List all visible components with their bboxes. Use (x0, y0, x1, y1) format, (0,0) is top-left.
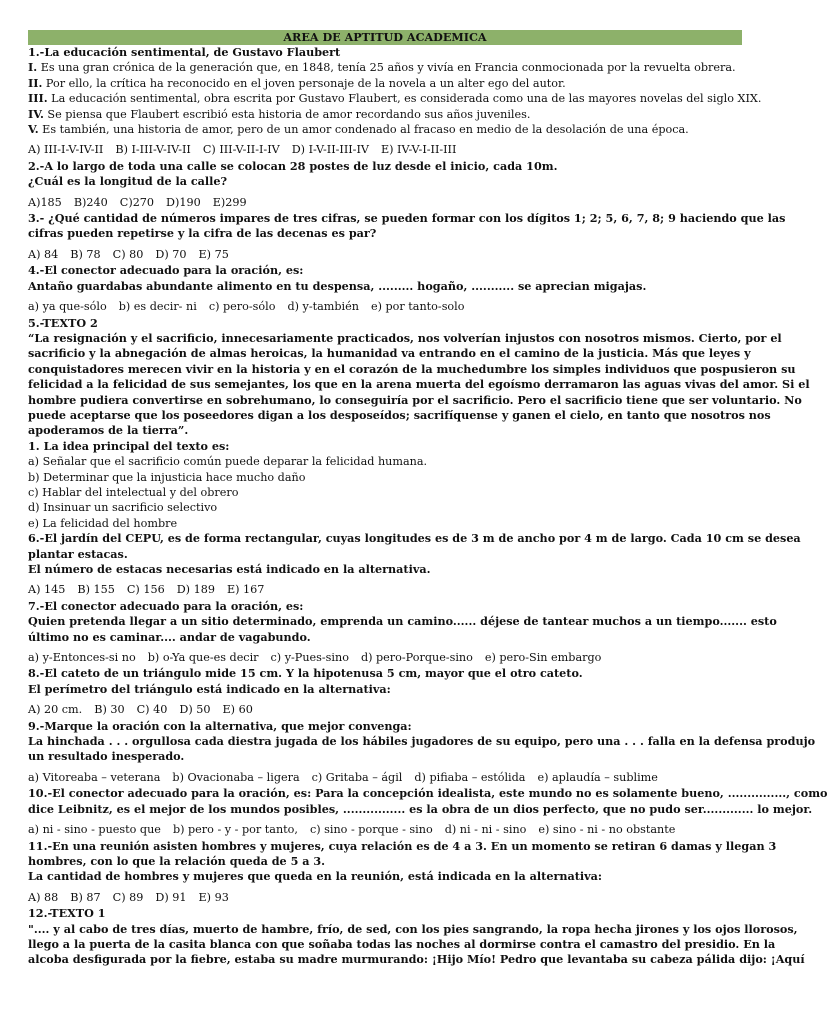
question-4-line-2: Antaño guardabas abundante alimento en tu despensa, ......... hogaño, ........... se aprecian migajas. (28, 278, 647, 293)
q4-options (28, 294, 742, 315)
option-a: A) 88 (28, 890, 59, 904)
option-c: c) y-Pues-sino (270, 651, 349, 665)
text1-line-2: llego a la puerta de la casita blanca con que soñaba todas las noches al dormirse contra el camastro del presidio. En la (28, 936, 776, 951)
q2-options (28, 190, 742, 211)
option-a: A) III-I-V-IV-II (28, 143, 104, 157)
q10-options (28, 817, 742, 838)
question-11-line-1: 11.-En una reunión asisten hombres y mujeres, cuya relación es de 4 a 3. En un momento se retiran 6 damas y llegan 3 (28, 838, 777, 853)
question-7-line-3: último no es caminar.... andar de vagabundo. (28, 629, 311, 644)
q5-option-e: e) La felicidad del hombre (28, 516, 178, 530)
option-d: D)190 (166, 195, 201, 209)
statement-text: Se piensa que Flaubert escribió esta historia de amor recordando sus años juveniles. (43, 107, 531, 121)
q1-options (28, 137, 742, 158)
q5-option-a: a) Señalar que el sacrificio común puede deparar la felicidad humana. (28, 455, 428, 469)
option-d: d) y-también (287, 300, 359, 314)
option-b: B) I-III-V-IV-II (115, 143, 191, 157)
option-d: D) 91 (155, 890, 187, 904)
question-1-title: 1.-La educación sentimental, de Gustavo Flaubert (28, 45, 341, 59)
section-header: AREA DE APTITUD ACADEMICA (28, 30, 742, 45)
question-8-line-2: El perímetro del triángulo está indicado en la alternativa: (28, 681, 391, 696)
roman-numeral: V. (28, 122, 39, 137)
option-a: a) y-Entonces-si no (28, 651, 136, 665)
option-d: D) I-V-II-III-IV (291, 143, 369, 157)
question-6-line-1: 6.-El jardín del CEPU, es de forma rectangular, cuyas longitudes es de 3 m de ancho por 4 m de largo. Cada 10 cm se desea (28, 531, 801, 546)
question-7-line-1: 7.-El conector adecuado para la oración, es: (28, 598, 304, 613)
option-c: C)270 (119, 195, 155, 209)
q1-statement-i (28, 60, 742, 75)
option-b: B)240 (73, 195, 108, 209)
question-6-line-3: El número de estacas necesarias está indicado en la alternativa. (28, 562, 431, 576)
question-3-line-2: cifras pueden repetirse y la cifra de las decenas es par? (28, 226, 377, 241)
q5-option-b: b) Determinar que la injusticia hace mucho daño (28, 470, 306, 484)
text1-line-1: ".... y al cabo de tres días, muerto de hambre, frío, de sed, con los pies sangrando, la ropa hecha jirones y los ojos llorosos, (28, 921, 798, 936)
option-a: A) 84 (28, 247, 59, 261)
option-b: B) 78 (70, 247, 101, 261)
q1-statement-iii (28, 91, 762, 106)
text2-line-3: conquistadores merecen vivir en la historia y en el corazón de la muchedumbre los simples individuos que pospusieron su (28, 361, 796, 376)
text1-line-3: alcoba desfigurada por la fiebre, estaba su madre murmurando: ¡Hijo Mío! Pedro que levantaba su cabeza pálida dijo: ¡Aquí (28, 952, 805, 967)
option-e: E) 167 (226, 583, 265, 597)
question-11-line-2: hombres, con lo que la relación queda de 5 a 3. (28, 853, 326, 868)
option-b: b) o-Ya que-es decir (147, 651, 259, 665)
question-2-line-2: ¿Cuál es la longitud de la calle? (28, 174, 228, 189)
option-d: D) 70 (155, 247, 187, 261)
question-4-line-1: 4.-El conector adecuado para la oración, es: (28, 263, 304, 278)
question-11-line-3: La cantidad de hombres y mujeres que queda en la reunión, está indicada en la alternativa: (28, 869, 603, 884)
roman-numeral: IV. (28, 106, 44, 121)
option-b: B) 87 (70, 890, 101, 904)
option-d: d) pero-Porque-sino (360, 651, 473, 665)
statement-text: Es una gran crónica de la generación que, en 1848, tenía 25 años y vivía en Francia conmocionada por la revuelta obrera. (37, 61, 736, 75)
option-b: B) 155 (77, 583, 115, 597)
q3-options (28, 242, 742, 263)
question-2-line-1: 2.-A lo largo de toda una calle se colocan 28 postes de luz desde el inicio, cada 10m. (28, 158, 558, 173)
option-b: B) 30 (94, 703, 125, 717)
option-b: b) Ovacionaba – ligera (172, 770, 300, 784)
option-e: e) por tanto-solo (370, 300, 465, 314)
q5-option-d: d) Insinuar un sacrificio selectivo (28, 501, 218, 515)
question-3-line-1: 3.- ¿Qué cantidad de números impares de tres cifras, se pueden formar con los dígitos 1; 2; 5, 6, 7, 8; 9 haciendo que las (28, 211, 786, 226)
option-a: A)185 (28, 195, 62, 209)
question-9-line-2: La hinchada . . . orgullosa cada diestra jugada de los hábiles jugadores de su equipo, pero una . . . falla en la defensa produjo (28, 734, 816, 749)
roman-numeral: I. (28, 60, 38, 75)
text2-line-6: puede aceptarse que los poseedores digan a los desposeídos; sacrifíquense y ganen el cielo, en tanto que nosotros nos (28, 407, 771, 422)
option-d: d) ni - ni - sino (444, 823, 527, 837)
option-e: E) 93 (198, 890, 229, 904)
statement-text: Es también, una historia de amor, pero de un amor condenado al fracaso en medio de la desolación de una época. (38, 123, 689, 137)
option-a: A) 20 cm. (28, 703, 83, 717)
option-a: a) ya que-sólo (28, 300, 107, 314)
question-5-sub: 1. La idea principal del texto es: (28, 438, 230, 453)
option-c: C) 80 (112, 247, 144, 261)
text2-line-2: sacrificio y la abnegación de almas heroicas, la humanidad va entrando en el camino de la justicia. Más que leyes y (28, 346, 751, 361)
q1-statement-iv (28, 107, 742, 122)
option-e: E)299 (212, 195, 247, 209)
roman-numeral: III. (28, 91, 48, 106)
option-c: C) 156 (126, 583, 165, 597)
text2-line-7: apoderamos de la tierra”. (28, 423, 189, 438)
option-c: C) 40 (136, 703, 168, 717)
text2-line-5: hombre pudiera convertirse en sobrehumano, lo conseguiría por el sacrificio. Pero el sacrificio tiene que ser voluntario. No (28, 392, 802, 407)
option-a: a) ni - sino - puesto que (28, 823, 161, 837)
option-a: a) Vitoreaba – veterana (28, 770, 161, 784)
q7-options (28, 645, 742, 666)
document-page (28, 30, 828, 968)
question-8-line-1: 8.-El cateto de un triángulo mide 15 cm. Y la hipotenusa 5 cm, mayor que el otro cateto. (28, 666, 583, 681)
text2-line-1: “La resignación y el sacrificio, innecesariamente practicados, nos volverían injustos con nosotros mismos. Cierto, por el (28, 330, 782, 345)
option-d: d) pifiaba – estólida (414, 770, 526, 784)
option-e: e) sino - ni - no obstante (538, 823, 676, 837)
option-e: e) aplaudía – sublime (537, 770, 658, 784)
q6-options (28, 577, 742, 598)
option-d: D) 189 (176, 583, 215, 597)
option-a: A) 145 (28, 583, 66, 597)
option-d: D) 50 (179, 703, 211, 717)
question-9-line-3: un resultado inesperado. (28, 749, 185, 764)
q5-option-c: c) Hablar del intelectual y del obrero (28, 485, 239, 499)
option-c: C) III-V-II-I-IV (202, 143, 280, 157)
question-12-title: 12.-TEXTO 1 (28, 906, 106, 921)
question-5-title: 5.-TEXTO 2 (28, 315, 98, 330)
option-e: E) 60 (222, 703, 253, 717)
text2-line-4: felicidad a la felicidad de sus semejantes, los que en la arena muerta del egoísmo derramaron las aguas vivas del amor. Si el (28, 377, 810, 392)
question-10-line-2: dice Leibnitz, es el mejor de los mundos posibles, ................ es la obra de un dios perfecto, que no pudo ser............. lo mejor. (28, 801, 813, 816)
q1-statement-ii (28, 76, 742, 91)
question-9-line-1: 9.-Marque la oración con la alternativa, que mejor convenga: (28, 718, 412, 733)
statement-text: Por ello, la crítica ha reconocido en el joven personaje de la novela a un alter ego del autor. (42, 76, 566, 90)
q1-statement-v (28, 122, 742, 137)
roman-numeral: II. (28, 75, 43, 90)
q9-options (28, 765, 742, 786)
option-c: C) 89 (112, 890, 144, 904)
option-b: b) pero - y - por tanto, (172, 823, 298, 837)
q11-options (28, 885, 742, 906)
option-c: c) sino - porque - sino (309, 823, 433, 837)
question-7-line-2: Quien pretenda llegar a un sitio determinado, emprenda un camino...... déjese de tantear muchos a un tiempo....... esto (28, 614, 777, 629)
option-e: e) pero-Sin embargo (484, 651, 602, 665)
option-e: E) 75 (198, 247, 229, 261)
statement-text: La educación sentimental, obra escrita por Gustavo Flaubert, es considerada como una de las mayores novelas del siglo XIX. (47, 92, 762, 106)
question-10-line-1: 10.-El conector adecuado para la oración, es: Para la concepción idealista, este mundo no es solamente bueno, ..............., como (28, 786, 828, 801)
question-6-line-2: plantar estacas. (28, 546, 128, 561)
option-b: b) es decir- ni (118, 300, 197, 314)
q8-options (28, 697, 742, 718)
option-c: c) Gritaba – ágil (311, 770, 403, 784)
option-c: c) pero-sólo (208, 300, 276, 314)
option-e: E) IV-V-I-II-III (380, 143, 457, 157)
